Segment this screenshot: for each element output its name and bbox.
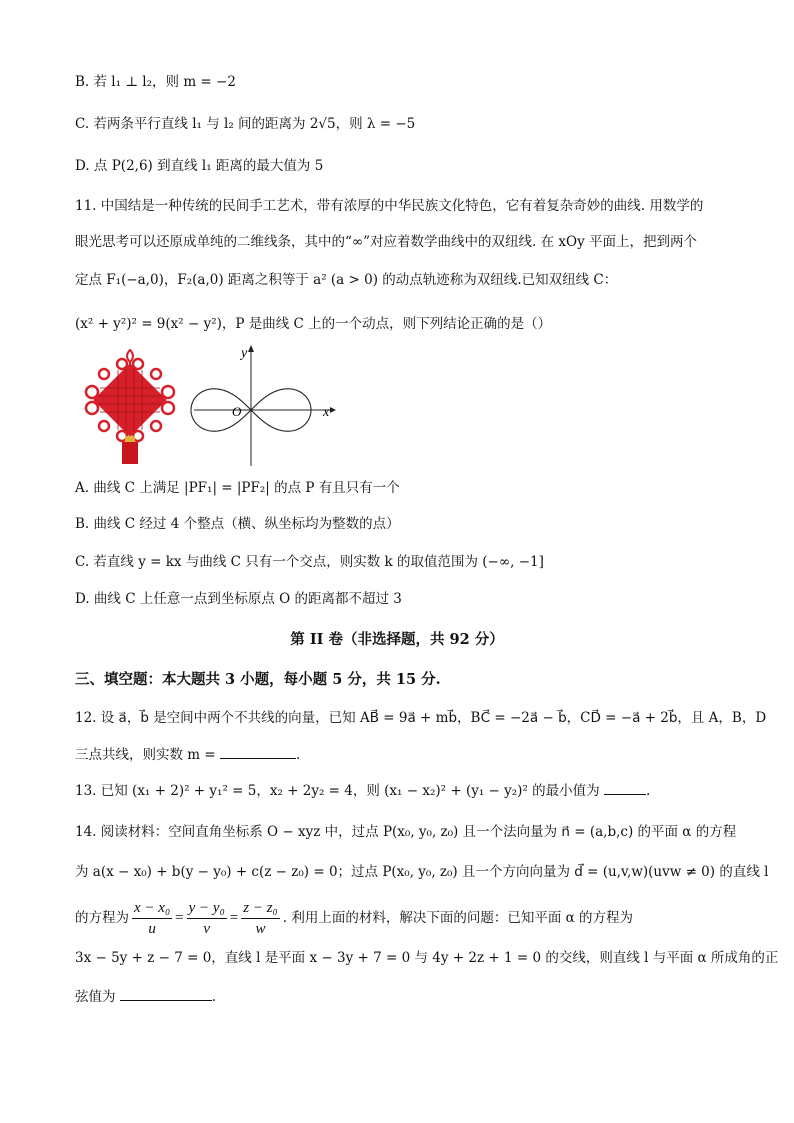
q11-option-d: D. 曲线 C 上任意一点到坐标原点 O 的距离都不超过 3: [75, 591, 402, 607]
fraction-y-denominator: v: [203, 920, 211, 937]
q12-line-2: [75, 744, 300, 765]
fraction-z-denominator: w: [255, 920, 266, 937]
x-axis-label: x: [323, 405, 330, 420]
equals-sign-1: =: [175, 910, 184, 926]
q11-line-1: 11. 中国结是一种传统的民间手工艺术，带有浓厚的中华民族文化特色，它有着复杂奇妙的曲线. 用数学的: [75, 198, 704, 214]
fraction-z: [241, 898, 280, 939]
q11-line-2: 眼光思考可以还原成单纯的二维线条，其中的“∞”对应着数学曲线中的双纽线. 在 xOy 平面上，把到两个: [75, 234, 698, 250]
fraction-x-numerator: x − x₀: [132, 898, 172, 919]
q11-line-4: (x² + y²)² = 9(x² − y²)，P 是曲线 C 上的一个动点，则下列结论正确的是（）: [75, 316, 552, 332]
q12-line-1: 12. 设 a⃗，b⃗ 是空间中两个不共线的向量，已知 AB⃗ = 9a⃗ + mb⃗，BC⃗ = −2a⃗ − b⃗，CD⃗ = −a⃗ + 2b⃗，且 A，B，D: [75, 710, 767, 726]
q13-period: .: [645, 783, 651, 799]
q12-text: 三点共线，则实数 m =: [75, 747, 216, 763]
q13-answer-blank[interactable]: [604, 780, 646, 795]
lemniscate-diagram: [190, 342, 340, 468]
q14-line-5: [75, 986, 216, 1007]
part-title: 三、填空题：本大题共 3 小题，每小题 5 分，共 15 分.: [75, 671, 441, 688]
q11-option-b: B. 曲线 C 经过 4 个整点（横、纵坐标均为整数的点）: [75, 516, 400, 532]
option-d-line: D. 点 P(2,6) 到直线 l₁ 距离的最大值为 5: [75, 158, 324, 174]
fraction-x: [132, 898, 172, 939]
option-b-line: B. 若 l₁ ⊥ l₂，则 m = −2: [75, 74, 236, 90]
q11-option-a: A. 曲线 C 上满足 |PF₁| = |PF₂| 的点 P 有且只有一个: [75, 480, 400, 496]
q12-period: .: [296, 747, 301, 763]
q14-answer-blank[interactable]: [120, 986, 212, 1001]
equals-sign-2: =: [229, 910, 239, 926]
fraction-x-denominator: u: [148, 920, 156, 937]
q12-answer-blank[interactable]: [220, 744, 296, 759]
fraction-y: [187, 898, 227, 939]
chinese-knot-image: [80, 348, 180, 466]
y-axis-label: y: [241, 346, 248, 361]
option-c-line: C. 若两条平行直线 l₁ 与 l₂ 间的距离为 2√5，则 λ = −5: [75, 116, 416, 132]
q14-line-4: 3x − 5y + z − 7 = 0，直线 l 是平面 x − 3y + 7 = 0 与 4y + 2z + 1 = 0 的交线，则直线 l 与平面 α 所成角的正: [75, 950, 779, 966]
q14-line-3: [75, 898, 633, 938]
q14-line-2: 为 a(x − x₀) + b(y − y₀) + c(z − z₀) = 0；过点 P(x₀, y₀, z₀) 且一个方向向量为 d⃗ = (u,v,w)(uvw ≠ 0) 的直线 l: [75, 864, 769, 880]
q14-text-end: 弦值为: [75, 989, 116, 1005]
q13-line: [75, 780, 650, 801]
origin-label: O: [232, 404, 242, 419]
q14-line-1: 14. 阅读材料：空间直角坐标系 O − xyz 中，过点 P(x₀, y₀, z₀) 且一个法向量为 n⃗ = (a,b,c) 的平面 α 的方程: [75, 824, 737, 840]
q13-text: 13. 已知 (x₁ + 2)² + y₁² = 5，x₂ + 2y₂ = 4，则 (x₁ − x₂)² + (y₁ − y₂)² 的最小值为: [75, 783, 600, 799]
q11-option-c: C. 若直线 y = kx 与曲线 C 只有一个交点，则实数 k 的取值范围为 (−∞, −1]: [75, 554, 544, 570]
fraction-y-numerator: y − y₀: [187, 898, 227, 919]
fraction-z-numerator: z − z₀: [241, 898, 280, 919]
section-title: 第 II 卷（非选择题，共 92 分）: [290, 631, 504, 648]
q14-line3-suffix: . 利用上面的材料，解决下面的问题：已知平面 α 的方程为: [282, 910, 634, 926]
q14-period: .: [211, 989, 217, 1005]
q14-line3-prefix: 的方程为: [75, 910, 129, 926]
q11-line-3: 定点 F₁(−a,0)，F₂(a,0) 距离之积等于 a² (a > 0) 的动点轨迹称为双纽线.已知双纽线 C：: [75, 272, 618, 288]
